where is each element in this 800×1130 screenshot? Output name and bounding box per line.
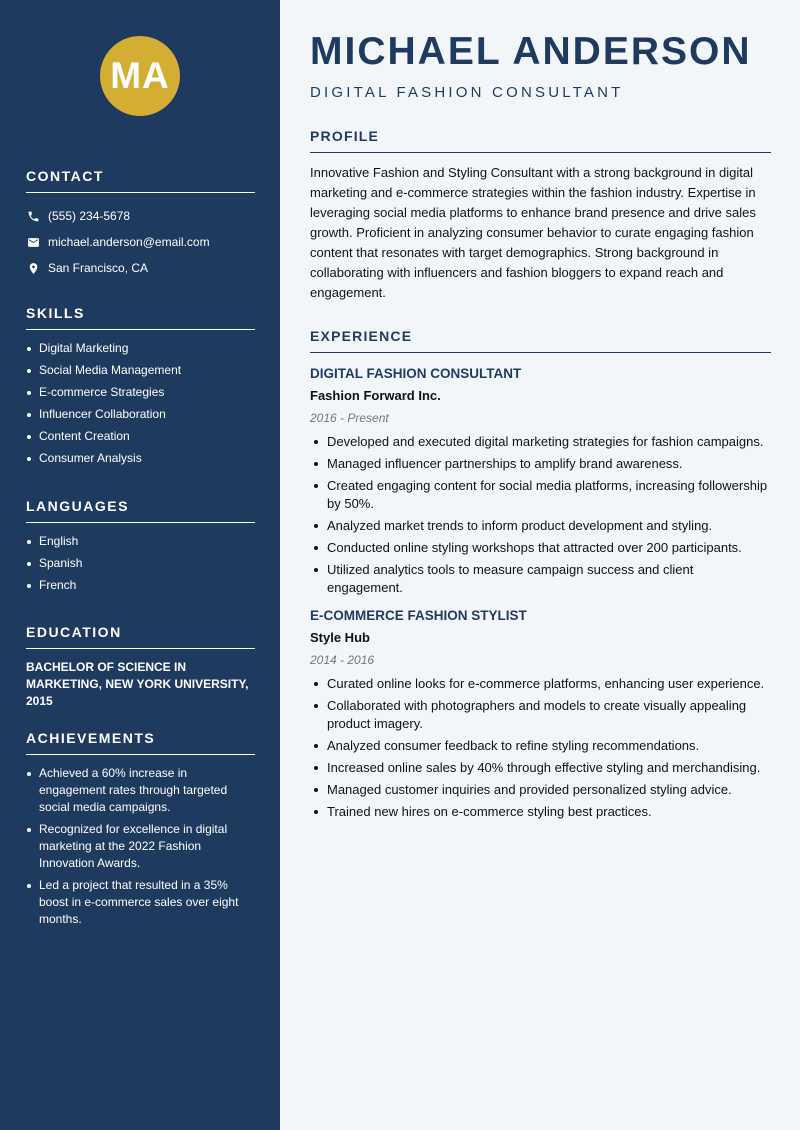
contact-location: [26, 255, 255, 281]
job-bullets: [310, 675, 771, 821]
role-subtitle: DIGITAL FASHION CONSULTANT: [310, 84, 624, 101]
list-item: Utilized analytics tools to measure campaign success and client engagement.: [310, 561, 771, 597]
list-item: English: [26, 533, 255, 550]
list-item: Recognized for excellence in digital marketing at the 2022 Fashion Innovation Awards.: [26, 821, 255, 872]
list-item: French: [26, 577, 255, 594]
location-text: San Francisco, CA: [48, 261, 149, 275]
contact-heading: CONTACT: [26, 168, 255, 193]
profile-section: [310, 128, 771, 303]
experience-section: [310, 328, 771, 825]
job-entry: [310, 366, 771, 597]
sidebar: [0, 0, 280, 1130]
list-item: Digital Marketing: [26, 340, 255, 357]
job-entry: [310, 608, 771, 821]
contact-phone: [26, 203, 255, 229]
mail-icon: [26, 235, 40, 249]
list-item: Managed customer inquiries and provided personalized styling advice.: [310, 781, 771, 799]
job-bullets: [310, 433, 771, 597]
languages-list: [26, 533, 255, 594]
phone-text: (555) 234-5678: [48, 209, 131, 223]
list-item: Conducted online styling workshops that attracted over 200 participants.: [310, 539, 771, 557]
experience-heading: EXPERIENCE: [310, 328, 771, 353]
list-item: Trained new hires on e-commerce styling best practices.: [310, 803, 771, 821]
list-item: Increased online sales by 40% through effective styling and merchandising.: [310, 759, 771, 777]
phone-icon: [26, 209, 40, 223]
achievements-section: [26, 730, 255, 933]
job-dates: 2016 - Present: [310, 411, 389, 425]
list-item: Collaborated with photographers and models to create visually appealing product imagery.: [310, 697, 771, 733]
list-item: Content Creation: [26, 428, 255, 445]
list-item: Achieved a 60% increase in engagement rates through targeted social media campaigns.: [26, 765, 255, 816]
contact-email: [26, 229, 255, 255]
list-item: Curated online looks for e-commerce platforms, enhancing user experience.: [310, 675, 771, 693]
education-heading: EDUCATION: [26, 624, 255, 649]
company-name: Fashion Forward Inc.: [310, 388, 441, 403]
list-item: Managed influencer partnerships to amplify brand awareness.: [310, 455, 771, 473]
profile-text: Innovative Fashion and Styling Consultant with a strong background in digital marketing and e-commerce strategies within the fashion industry. Expertise in leveraging social media platforms to enhance brand presence and drive sales growth. Proficient in analyzing consumer behavior to curate engaging fashion content that resonates with target demographics. Strong background in collaborating with influencers and fashion bloggers to expand reach and engagement.: [310, 165, 756, 300]
languages-section: [26, 498, 255, 599]
job-dates: 2014 - 2016: [310, 653, 375, 667]
skills-section: [26, 305, 255, 472]
email-text: michael.anderson@email.com: [48, 235, 210, 249]
page-title: MICHAEL ANDERSON: [310, 30, 752, 73]
skills-heading: SKILLS: [26, 305, 255, 330]
job-title: E-COMMERCE FASHION STYLIST: [310, 608, 527, 623]
achievements-list: [26, 765, 255, 928]
job-title: DIGITAL FASHION CONSULTANT: [310, 366, 522, 381]
list-item: Influencer Collaboration: [26, 406, 255, 423]
skills-list: [26, 340, 255, 467]
education-text: BACHELOR OF SCIENCE IN MARKETING, NEW YORK UNIVERSITY, 2015: [26, 660, 249, 708]
list-item: E-commerce Strategies: [26, 384, 255, 401]
achievements-heading: ACHIEVEMENTS: [26, 730, 255, 755]
list-item: Spanish: [26, 555, 255, 572]
company-name: Style Hub: [310, 630, 370, 645]
list-item: Created engaging content for social media platforms, increasing followership by 50%.: [310, 477, 771, 513]
list-item: Social Media Management: [26, 362, 255, 379]
list-item: Consumer Analysis: [26, 450, 255, 467]
contact-section: [26, 168, 255, 281]
avatar: MA: [100, 36, 180, 116]
list-item: Developed and executed digital marketing strategies for fashion campaigns.: [310, 433, 771, 451]
profile-heading: PROFILE: [310, 128, 771, 153]
location-pin-icon: [26, 261, 40, 275]
languages-heading: LANGUAGES: [26, 498, 255, 523]
list-item: Led a project that resulted in a 35% boost in e-commerce sales over eight months.: [26, 877, 255, 928]
list-item: Analyzed market trends to inform product development and styling.: [310, 517, 771, 535]
education-section: [26, 624, 255, 710]
list-item: Analyzed consumer feedback to refine styling recommendations.: [310, 737, 771, 755]
